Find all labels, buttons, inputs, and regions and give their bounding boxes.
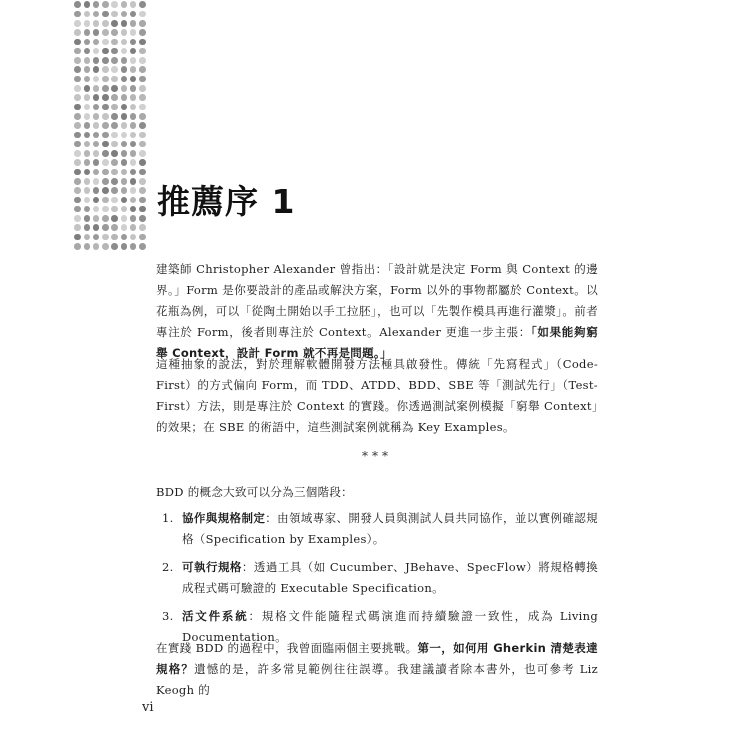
dot	[74, 159, 81, 166]
dot	[111, 85, 118, 92]
dot	[139, 39, 146, 46]
dot	[74, 20, 81, 27]
dot	[111, 39, 118, 46]
paragraph-text: 建築師 Christopher Alexander 曾指出：「設計就是決定 Form 與 Context 的邊界。」Form 是你要設計的產品或解決方案，Form 以外的事物都屬於 Context。以花瓶為例，可以「從陶土開始以手工拉胚」，也可以「先製作模具再進行灌漿」。前者專注於 Form，後者則專注於 Context。Alexander 更進一步主張：	[156, 262, 598, 339]
dot	[102, 234, 109, 241]
dot	[102, 224, 109, 231]
dot	[111, 178, 118, 185]
dot	[84, 215, 91, 222]
dot	[130, 206, 137, 213]
dot	[111, 66, 118, 73]
dot	[74, 57, 81, 64]
dot	[84, 169, 91, 176]
dot	[139, 234, 146, 241]
dot	[130, 76, 137, 83]
dot	[111, 243, 118, 250]
dot	[111, 224, 118, 231]
list-number: 1.	[162, 511, 174, 525]
dot	[102, 169, 109, 176]
dot	[84, 76, 91, 83]
dot	[130, 224, 137, 231]
dot	[111, 94, 118, 101]
paragraph-bdd-intro: BDD 的概念大致可以分為三個階段：	[156, 485, 353, 499]
dot	[130, 197, 137, 204]
dot	[111, 234, 118, 241]
dot	[74, 150, 81, 157]
dot	[102, 197, 109, 204]
dot	[130, 234, 137, 241]
dot	[139, 1, 146, 8]
dot	[84, 141, 91, 148]
dot	[84, 206, 91, 213]
dot	[130, 169, 137, 176]
dot	[74, 234, 81, 241]
dot	[102, 57, 109, 64]
dot	[111, 197, 118, 204]
dot	[130, 159, 137, 166]
dot	[139, 104, 146, 111]
dot	[139, 215, 146, 222]
dot	[102, 206, 109, 213]
dot	[121, 243, 128, 250]
dot	[130, 48, 137, 55]
dot	[93, 224, 100, 231]
dot	[102, 215, 109, 222]
dot	[111, 104, 118, 111]
dot	[93, 243, 100, 250]
dot	[93, 206, 100, 213]
paragraph-alexander	[156, 259, 598, 364]
dot	[102, 150, 109, 157]
dot	[111, 29, 118, 36]
dot	[93, 150, 100, 157]
dot	[130, 132, 137, 139]
dot	[121, 197, 128, 204]
dot	[84, 94, 91, 101]
dot	[102, 178, 109, 185]
dot	[84, 29, 91, 36]
dot	[139, 11, 146, 18]
dot	[84, 122, 91, 129]
dot	[130, 113, 137, 120]
paragraph-text: 在實踐 BDD 的過程中，我曾面臨兩個主要挑戰。	[156, 641, 418, 655]
dot	[74, 76, 81, 83]
emphasis-question: 第一，如何用 Gherkin 清楚表達規格？	[156, 641, 598, 676]
dot	[139, 76, 146, 83]
dot	[139, 122, 146, 129]
dot	[84, 20, 91, 27]
dot	[121, 224, 128, 231]
dot	[93, 66, 100, 73]
paragraph-test-first: 這種抽象的說法，對於理解軟體開發方法極具啟發性。傳統「先寫程式」（Code-First）的方式偏向 Form，而 TDD、ATDD、BDD、SBE 等「測試先行」（Test-First）方法，則是專注於 Context 的實踐。你透過測試案例模擬「窮舉 Context」的效果；在 SBE 的術語中，這些測試案例就稱為 Key Examples。	[156, 357, 598, 434]
dot	[74, 187, 81, 194]
dot	[121, 20, 128, 27]
dot	[111, 206, 118, 213]
dot	[102, 94, 109, 101]
dot	[121, 48, 128, 55]
dot	[130, 20, 137, 27]
dot	[111, 132, 118, 139]
dot	[84, 224, 91, 231]
dot	[74, 11, 81, 18]
dot	[84, 159, 91, 166]
list-item	[156, 557, 598, 599]
dot	[139, 132, 146, 139]
paragraph-text: 遺憾的是，許多常見範例往往誤導。我建議讀者除本書外，也可參考 Liz Keogh 的	[156, 662, 598, 697]
list-item-text: ：透過工具（如 Cucumber、JBehave、SpecFlow）將規格轉換成程式碼可驗證的 Executable Specification。	[182, 560, 598, 595]
dot	[130, 94, 137, 101]
page-number: vi	[142, 700, 154, 715]
dot	[93, 94, 100, 101]
bdd-phase-list	[156, 508, 598, 655]
dot	[102, 85, 109, 92]
dot	[93, 48, 100, 55]
dot	[139, 224, 146, 231]
dot	[102, 132, 109, 139]
dot	[130, 57, 137, 64]
dot	[102, 66, 109, 73]
dot	[74, 104, 81, 111]
dot	[74, 141, 81, 148]
dot	[84, 39, 91, 46]
dot	[93, 20, 100, 27]
dot	[111, 215, 118, 222]
dot	[74, 206, 81, 213]
dot	[84, 57, 91, 64]
dot	[74, 39, 81, 46]
dot	[139, 197, 146, 204]
dot	[84, 243, 91, 250]
dot	[102, 104, 109, 111]
dot	[121, 150, 128, 157]
dot	[93, 39, 100, 46]
dot	[121, 57, 128, 64]
dot	[121, 187, 128, 194]
dot	[121, 178, 128, 185]
dot	[130, 1, 137, 8]
dot	[74, 178, 81, 185]
dot	[74, 169, 81, 176]
dot	[121, 122, 128, 129]
dot	[102, 11, 109, 18]
dot	[102, 159, 109, 166]
dot	[93, 76, 100, 83]
dot	[111, 169, 118, 176]
list-item	[156, 508, 598, 550]
decorative-dot-pattern	[73, 0, 147, 256]
dot	[93, 187, 100, 194]
dot	[121, 1, 128, 8]
dot	[74, 197, 81, 204]
dot	[121, 39, 128, 46]
page-title: 推薦序 1	[157, 182, 296, 221]
dot	[74, 85, 81, 92]
dot	[139, 113, 146, 120]
dot	[139, 187, 146, 194]
dot	[74, 122, 81, 129]
dot	[121, 159, 128, 166]
dot	[102, 1, 109, 8]
dot	[139, 29, 146, 36]
dot	[139, 150, 146, 157]
dot	[121, 169, 128, 176]
dot	[102, 39, 109, 46]
dot	[102, 76, 109, 83]
dot	[84, 104, 91, 111]
dot	[121, 206, 128, 213]
dot	[111, 57, 118, 64]
paragraph-challenges	[156, 638, 598, 701]
dot	[121, 76, 128, 83]
emphasis-quote: 「如果能夠窮舉 Context，設計 Form 就不再是問題。」	[156, 325, 598, 360]
list-item-text: ：由領域專家、開發人員與測試人員共同協作，並以實例確認規格（Specification by Examples）。	[182, 511, 598, 546]
section-separator: ***	[362, 449, 392, 463]
dot	[139, 206, 146, 213]
dot	[121, 11, 128, 18]
dot	[93, 29, 100, 36]
dot	[121, 234, 128, 241]
dot	[74, 113, 81, 120]
dot	[139, 169, 146, 176]
dot	[74, 94, 81, 101]
dot	[139, 57, 146, 64]
dot	[139, 48, 146, 55]
dot	[130, 178, 137, 185]
dot	[121, 66, 128, 73]
dot	[74, 224, 81, 231]
dot	[130, 215, 137, 222]
dot	[102, 122, 109, 129]
dot	[139, 66, 146, 73]
dot	[130, 11, 137, 18]
list-number: 3.	[162, 609, 174, 623]
dot	[74, 1, 81, 8]
dot	[84, 234, 91, 241]
dot	[121, 215, 128, 222]
dot	[102, 20, 109, 27]
dot	[121, 94, 128, 101]
dot	[130, 150, 137, 157]
dot	[93, 169, 100, 176]
dot	[84, 187, 91, 194]
list-item-label: 協作與規格制定	[182, 511, 266, 525]
dot	[93, 113, 100, 120]
dot	[84, 132, 91, 139]
dot	[130, 29, 137, 36]
dot	[121, 113, 128, 120]
dot	[130, 104, 137, 111]
dot	[84, 113, 91, 120]
dot	[84, 178, 91, 185]
dot	[139, 159, 146, 166]
dot	[93, 57, 100, 64]
dot	[102, 48, 109, 55]
dot	[93, 141, 100, 148]
dot	[93, 1, 100, 8]
dot	[111, 20, 118, 27]
dot	[74, 215, 81, 222]
dot	[93, 197, 100, 204]
dot	[84, 85, 91, 92]
dot	[84, 197, 91, 204]
dot	[84, 1, 91, 8]
dot	[111, 113, 118, 120]
dot	[74, 66, 81, 73]
dot	[84, 11, 91, 18]
dot	[139, 178, 146, 185]
dot	[84, 48, 91, 55]
dot	[93, 122, 100, 129]
dot	[74, 48, 81, 55]
dot	[102, 243, 109, 250]
dot	[74, 29, 81, 36]
dot	[139, 141, 146, 148]
dot	[130, 85, 137, 92]
dot	[84, 66, 91, 73]
dot	[93, 104, 100, 111]
dot	[121, 141, 128, 148]
list-item-label: 活文件系統	[182, 609, 249, 623]
dot	[139, 20, 146, 27]
list-item-label: 可執行規格	[182, 560, 242, 574]
dot	[93, 178, 100, 185]
dot	[102, 187, 109, 194]
dot	[93, 132, 100, 139]
dot	[111, 48, 118, 55]
dot	[139, 85, 146, 92]
dot	[121, 132, 128, 139]
dot	[74, 132, 81, 139]
dot	[111, 141, 118, 148]
dot	[121, 85, 128, 92]
dot	[121, 104, 128, 111]
dot	[93, 11, 100, 18]
dot	[93, 234, 100, 241]
list-number: 2.	[162, 560, 174, 574]
dot	[130, 187, 137, 194]
dot	[111, 11, 118, 18]
dot	[130, 39, 137, 46]
dot	[130, 66, 137, 73]
dot	[111, 122, 118, 129]
dot	[111, 187, 118, 194]
dot	[121, 29, 128, 36]
list-item-text: ：規格文件能隨程式碼演進而持續驗證一致性，成為 Living Documentation。	[182, 609, 598, 644]
dot	[102, 141, 109, 148]
dot	[93, 159, 100, 166]
dot	[84, 150, 91, 157]
dot	[130, 122, 137, 129]
dot	[139, 94, 146, 101]
dot	[111, 1, 118, 8]
dot	[111, 159, 118, 166]
dot	[102, 29, 109, 36]
dot	[111, 150, 118, 157]
dot	[93, 215, 100, 222]
dot	[139, 243, 146, 250]
dot	[111, 76, 118, 83]
dot	[130, 141, 137, 148]
dot	[93, 85, 100, 92]
dot	[130, 243, 137, 250]
dot	[102, 113, 109, 120]
dot	[74, 243, 81, 250]
